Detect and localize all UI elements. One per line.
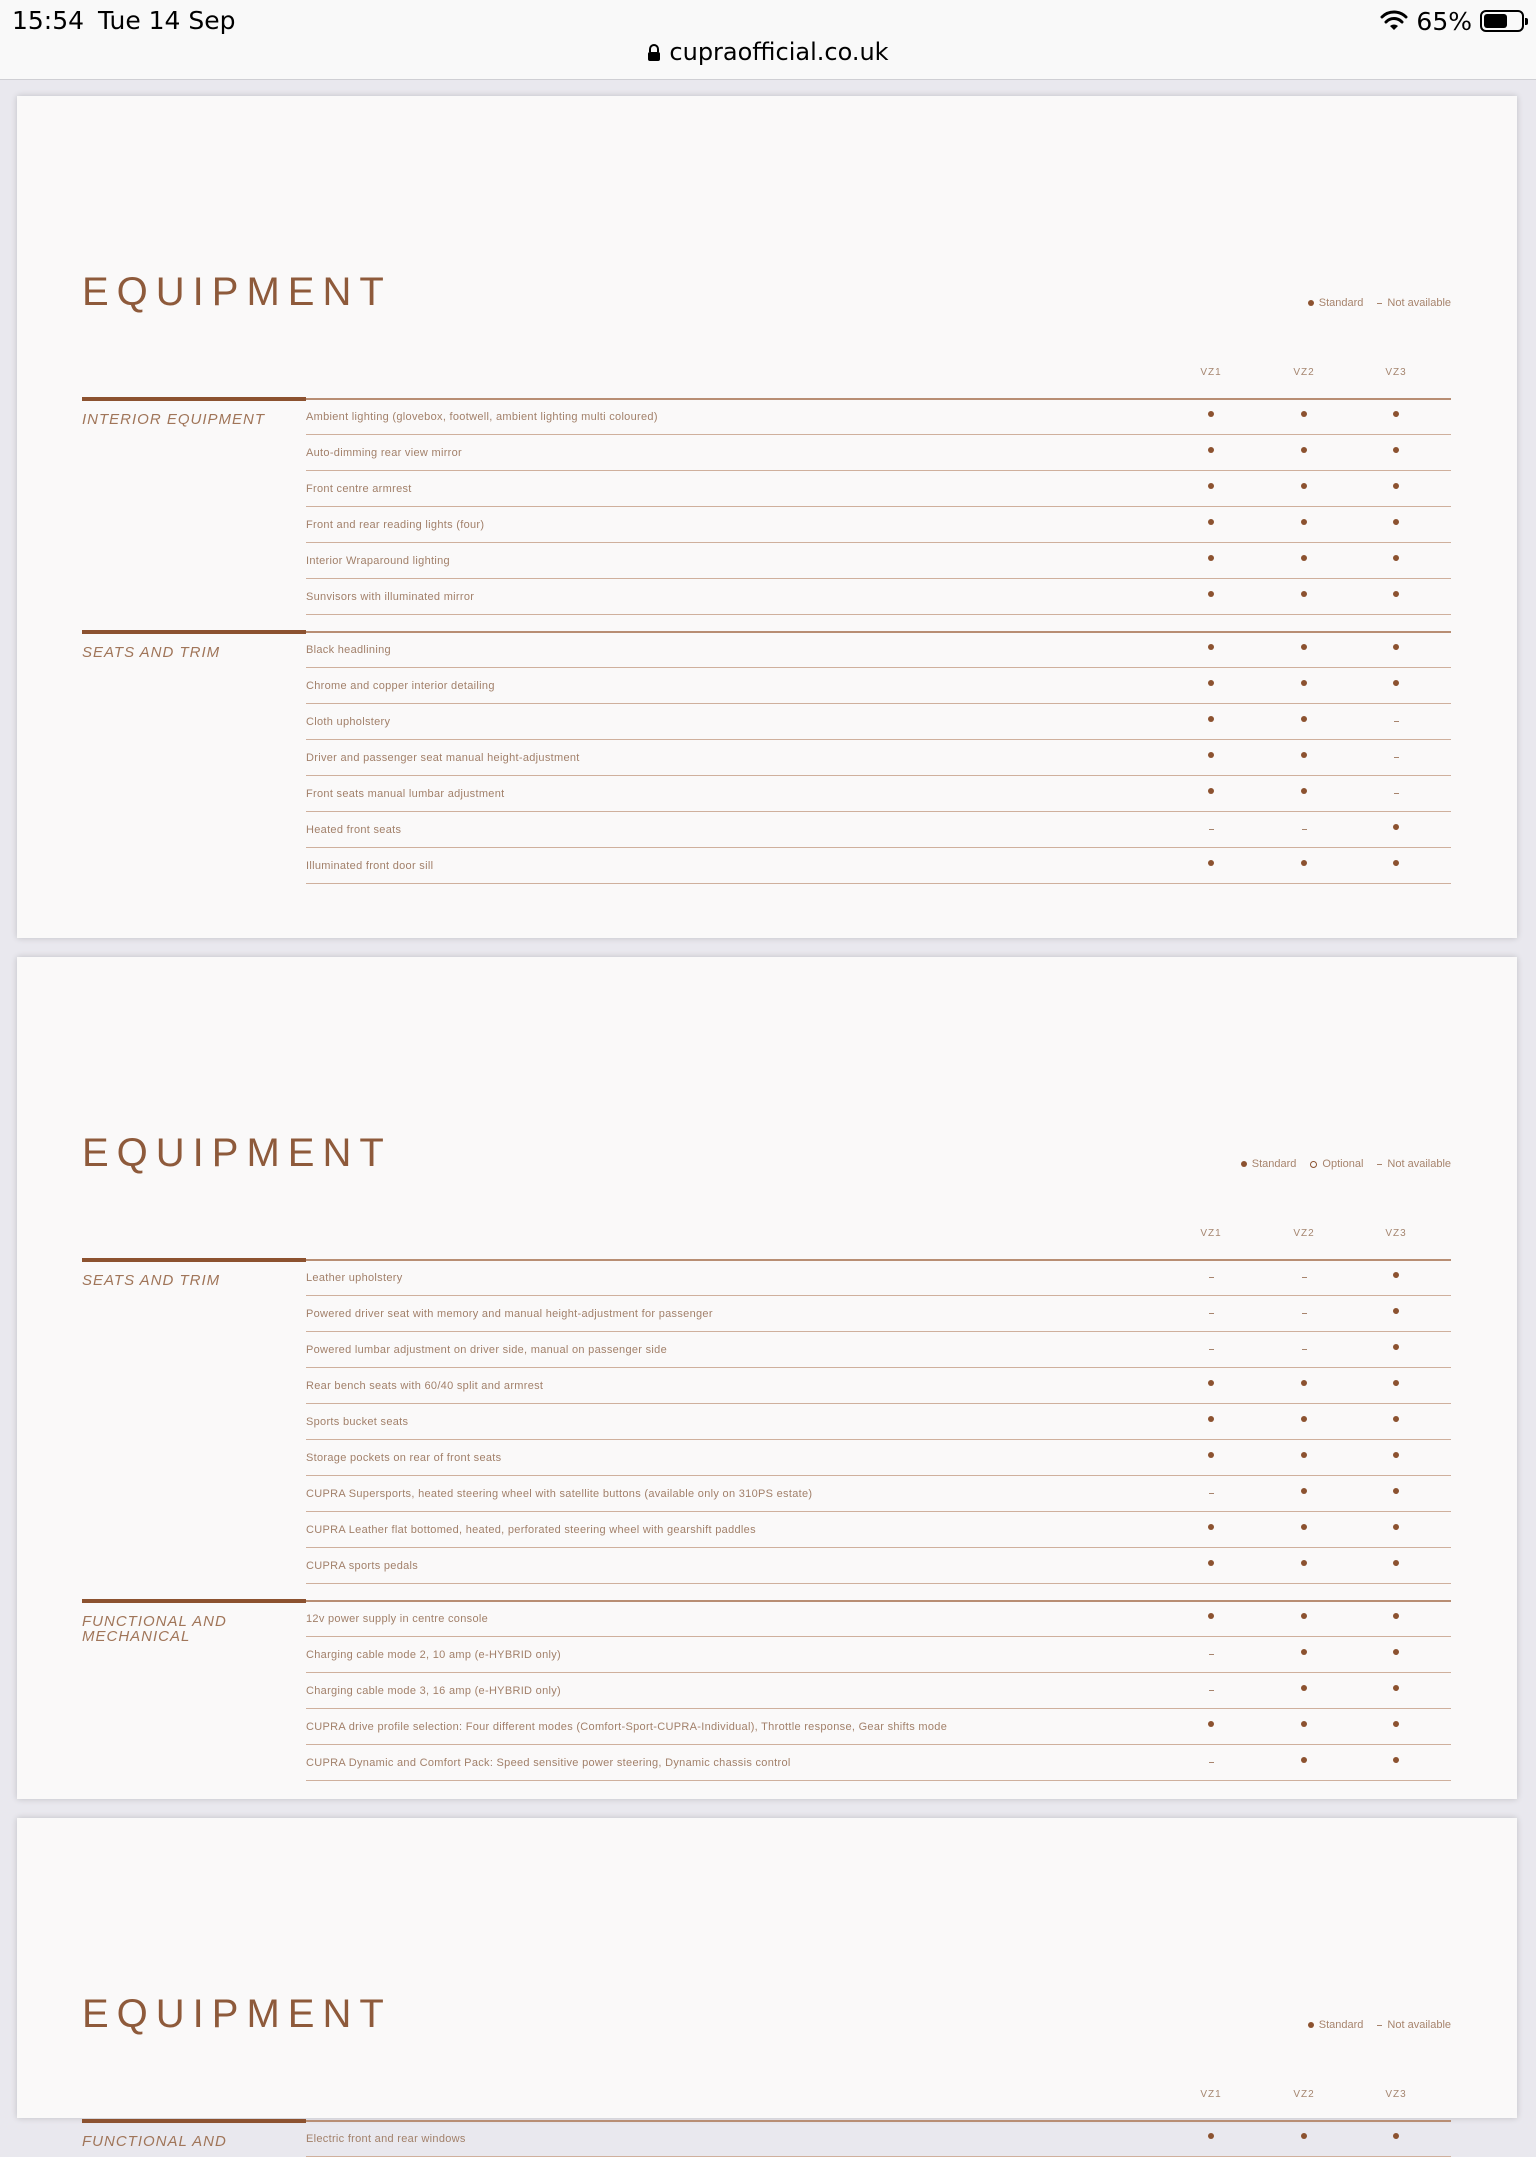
row-divider <box>306 614 1451 615</box>
availability-cell <box>1201 1558 1221 1569</box>
feature-label: Illuminated front door sill <box>306 860 434 872</box>
standard-dot-icon <box>1393 1344 1399 1350</box>
standard-dot-icon <box>1208 483 1214 489</box>
standard-dot-icon <box>1208 1416 1214 1422</box>
availability-cell <box>1201 445 1221 456</box>
section-divider <box>306 1259 1451 1261</box>
availability-cell <box>1201 1342 1221 1353</box>
availability-cell <box>1386 445 1406 456</box>
availability-cell <box>1386 678 1406 689</box>
not-available-dash-icon <box>1394 793 1399 794</box>
row-divider <box>306 1367 1451 1368</box>
legend-label: Standard <box>1318 297 1364 309</box>
column-header: VZ1 <box>1200 367 1222 378</box>
availability-cell <box>1201 517 1221 528</box>
standard-dot-icon <box>1208 1452 1214 1458</box>
standard-dot-icon <box>1393 1272 1399 1278</box>
availability-cell <box>1386 1558 1406 1569</box>
section-divider <box>306 631 1451 633</box>
standard-dot-icon <box>1393 1757 1399 1763</box>
availability-cell <box>1386 858 1406 869</box>
standard-dot-icon <box>1393 1685 1399 1691</box>
not-available-dash-icon <box>1302 1349 1307 1350</box>
feature-label: Cloth upholstery <box>306 716 391 728</box>
availability-cell <box>1201 1755 1221 1766</box>
standard-dot-icon <box>1208 716 1214 722</box>
availability-cell <box>1386 1486 1406 1497</box>
availability-cell <box>1201 1683 1221 1694</box>
standard-dot-icon <box>1393 1452 1399 1458</box>
row-divider <box>306 578 1451 579</box>
feature-label: Interior Wraparound lighting <box>306 555 450 567</box>
row-divider <box>306 1708 1451 1709</box>
legend <box>1308 297 1451 309</box>
feature-label: Charging cable mode 3, 16 amp (e-HYBRID only) <box>306 1685 561 1697</box>
feature-label: CUPRA drive profile selection: Four different modes (Comfort-Sport-CUPRA-Individual), Throttle response, Gear shifts mode <box>306 1721 948 1733</box>
standard-dot-icon <box>1301 1416 1307 1422</box>
availability-cell <box>1386 786 1406 797</box>
lock-icon <box>647 44 661 62</box>
standard-dot-icon <box>1301 680 1307 686</box>
not-available-dash-icon <box>1302 829 1307 830</box>
feature-label: CUPRA Leather flat bottomed, heated, perforated steering wheel with gearshift paddles <box>306 1524 756 1536</box>
battery-percent: 65% <box>1416 6 1472 36</box>
standard-dot-icon <box>1301 555 1307 561</box>
feature-label: Electric front and rear windows <box>306 2133 466 2145</box>
standard-dot-icon <box>1301 860 1307 866</box>
column-header: VZ3 <box>1385 1228 1407 1239</box>
not-available-dash-icon <box>1209 1690 1214 1691</box>
availability-cell <box>1386 642 1406 653</box>
standard-dot-icon <box>1208 644 1214 650</box>
standard-symbol-icon <box>1241 1161 1247 1167</box>
availability-cell <box>1294 1414 1314 1425</box>
availability-cell <box>1201 822 1221 833</box>
row-divider <box>306 703 1451 704</box>
optional-symbol-icon <box>1310 1161 1317 1168</box>
not-available-dash-icon <box>1302 1313 1307 1314</box>
standard-dot-icon <box>1301 1524 1307 1530</box>
column-header: VZ2 <box>1293 2089 1315 2100</box>
standard-dot-icon <box>1301 752 1307 758</box>
feature-label: Driver and passenger seat manual height-adjustment <box>306 752 580 764</box>
standard-dot-icon <box>1393 644 1399 650</box>
not-available-dash-icon <box>1209 1349 1214 1350</box>
availability-cell <box>1294 481 1314 492</box>
standard-dot-icon <box>1208 752 1214 758</box>
url-text: cupraofficial.co.uk <box>669 38 889 66</box>
availability-cell <box>1386 2131 1406 2142</box>
feature-label: Storage pockets on rear of front seats <box>306 1452 502 1464</box>
availability-cell <box>1201 2131 1221 2142</box>
status-icons <box>1380 6 1524 36</box>
availability-cell <box>1201 1719 1221 1730</box>
legend-label: Not available <box>1387 297 1451 309</box>
row-divider <box>306 1475 1451 1476</box>
section-accent-bar <box>82 630 306 634</box>
availability-cell <box>1294 1558 1314 1569</box>
standard-dot-icon <box>1393 1721 1399 1727</box>
standard-dot-icon <box>1208 1613 1214 1619</box>
standard-dot-icon <box>1208 788 1214 794</box>
standard-dot-icon <box>1393 519 1399 525</box>
availability-cell <box>1294 1522 1314 1533</box>
legend-label: Optional <box>1322 1158 1364 1170</box>
page-title: EQUIPMENT <box>82 1131 392 1175</box>
standard-dot-icon <box>1208 591 1214 597</box>
row-divider <box>306 847 1451 848</box>
feature-label: Sunvisors with illuminated mirror <box>306 591 475 603</box>
wifi-icon <box>1380 10 1408 32</box>
row-divider <box>306 739 1451 740</box>
row-divider <box>306 1583 1451 1584</box>
not-available-dash-icon <box>1394 721 1399 722</box>
availability-cell <box>1201 750 1221 761</box>
standard-dot-icon <box>1393 1649 1399 1655</box>
availability-cell <box>1386 1414 1406 1425</box>
standard-dot-icon <box>1393 1416 1399 1422</box>
feature-label: Black headlining <box>306 644 391 656</box>
standard-dot-icon <box>1208 1721 1214 1727</box>
standard-dot-icon <box>1301 447 1307 453</box>
availability-cell <box>1294 1755 1314 1766</box>
feature-label: Front centre armrest <box>306 483 412 495</box>
date: Tue 14 Sep <box>98 6 236 35</box>
section-divider <box>306 2120 1451 2122</box>
standard-dot-icon <box>1301 1560 1307 1566</box>
availability-cell <box>1201 1486 1221 1497</box>
availability-cell <box>1386 517 1406 528</box>
standard-dot-icon <box>1393 1488 1399 1494</box>
availability-cell <box>1386 1342 1406 1353</box>
standard-dot-icon <box>1393 680 1399 686</box>
availability-cell <box>1294 678 1314 689</box>
availability-cell <box>1386 553 1406 564</box>
availability-cell <box>1294 1450 1314 1461</box>
legend-item <box>1241 1158 1297 1170</box>
standard-dot-icon <box>1301 1757 1307 1763</box>
availability-cell <box>1294 1270 1314 1281</box>
column-header: VZ2 <box>1293 367 1315 378</box>
row-divider <box>306 434 1451 435</box>
availability-cell <box>1294 589 1314 600</box>
availability-cell <box>1294 1611 1314 1622</box>
standard-dot-icon <box>1393 411 1399 417</box>
legend-label: Not available <box>1387 2019 1451 2031</box>
section-accent-bar <box>82 1599 306 1603</box>
row-divider <box>306 883 1451 884</box>
feature-label: CUPRA sports pedals <box>306 1560 419 1572</box>
availability-cell <box>1294 445 1314 456</box>
feature-label: Rear bench seats with 60/40 split and armrest <box>306 1380 544 1392</box>
standard-symbol-icon <box>1308 300 1314 306</box>
availability-cell <box>1386 750 1406 761</box>
not-available-dash-icon <box>1209 1493 1214 1494</box>
section-divider <box>306 398 1451 400</box>
clock: 15:54 <box>12 6 85 35</box>
availability-cell <box>1294 1683 1314 1694</box>
standard-dot-icon <box>1301 591 1307 597</box>
availability-cell <box>1294 2131 1314 2142</box>
availability-cell <box>1294 786 1314 797</box>
availability-cell <box>1201 1647 1221 1658</box>
availability-cell <box>1294 750 1314 761</box>
standard-dot-icon <box>1393 483 1399 489</box>
row-divider <box>306 1636 1451 1637</box>
legend-label: Not available <box>1387 1158 1451 1170</box>
not-available-dash-icon <box>1209 1654 1214 1655</box>
row-divider <box>306 775 1451 776</box>
availability-cell <box>1294 1342 1314 1353</box>
standard-dot-icon <box>1208 2133 1214 2139</box>
page-title: EQUIPMENT <box>82 270 392 314</box>
not-available-dash-icon <box>1209 829 1214 830</box>
availability-cell <box>1201 1450 1221 1461</box>
address-bar[interactable] <box>0 38 1536 66</box>
availability-cell <box>1386 1450 1406 1461</box>
legend-item <box>1310 1158 1363 1170</box>
availability-cell <box>1294 553 1314 564</box>
availability-cell <box>1294 858 1314 869</box>
availability-cell <box>1386 1378 1406 1389</box>
standard-dot-icon <box>1301 716 1307 722</box>
row-divider <box>306 1511 1451 1512</box>
availability-cell <box>1201 589 1221 600</box>
availability-cell <box>1201 1522 1221 1533</box>
feature-label: Charging cable mode 2, 10 amp (e-HYBRID only) <box>306 1649 561 1661</box>
brochure-page <box>17 96 1517 938</box>
row-divider <box>306 811 1451 812</box>
section-accent-bar <box>82 1258 306 1262</box>
row-divider <box>306 667 1451 668</box>
standard-dot-icon <box>1301 644 1307 650</box>
row-divider <box>306 506 1451 507</box>
standard-dot-icon <box>1208 1560 1214 1566</box>
standard-dot-icon <box>1393 1524 1399 1530</box>
availability-cell <box>1386 1306 1406 1317</box>
legend-item <box>1308 2019 1364 2031</box>
availability-cell <box>1294 822 1314 833</box>
standard-dot-icon <box>1208 519 1214 525</box>
standard-dot-icon <box>1208 1380 1214 1386</box>
standard-dot-icon <box>1393 2133 1399 2139</box>
section-title: FUNCTIONAL AND <box>82 2133 227 2150</box>
availability-cell <box>1201 678 1221 689</box>
feature-label: Chrome and copper interior detailing <box>306 680 495 692</box>
feature-label: Heated front seats <box>306 824 402 836</box>
availability-cell <box>1386 1611 1406 1622</box>
availability-cell <box>1386 1522 1406 1533</box>
row-divider <box>306 542 1451 543</box>
section-title: SEATS AND TRIM <box>82 644 221 661</box>
standard-dot-icon <box>1393 1613 1399 1619</box>
standard-dot-icon <box>1208 411 1214 417</box>
row-divider <box>306 1331 1451 1332</box>
availability-cell <box>1201 1611 1221 1622</box>
legend-item <box>1377 1158 1451 1170</box>
availability-cell <box>1201 1270 1221 1281</box>
standard-dot-icon <box>1301 1452 1307 1458</box>
feature-label: CUPRA Supersports, heated steering wheel with satellite buttons (available only on 310PS estate) <box>306 1488 813 1500</box>
row-divider <box>306 1780 1451 1781</box>
availability-cell <box>1201 642 1221 653</box>
standard-dot-icon <box>1208 1524 1214 1530</box>
standard-dot-icon <box>1393 860 1399 866</box>
standard-dot-icon <box>1208 680 1214 686</box>
standard-dot-icon <box>1208 447 1214 453</box>
feature-label: 12v power supply in centre console <box>306 1613 489 1625</box>
row-divider <box>306 1403 1451 1404</box>
standard-dot-icon <box>1301 1380 1307 1386</box>
column-header: VZ3 <box>1385 2089 1407 2100</box>
not-available-dash-icon <box>1394 757 1399 758</box>
row-divider <box>306 1672 1451 1673</box>
not_available-symbol-icon <box>1377 1164 1382 1165</box>
legend <box>1241 1158 1451 1170</box>
page-title: EQUIPMENT <box>82 1992 392 2036</box>
brochure-page <box>17 957 1517 1799</box>
availability-cell <box>1201 714 1221 725</box>
availability-cell <box>1386 1270 1406 1281</box>
feature-label: CUPRA Dynamic and Comfort Pack: Speed sensitive power steering, Dynamic chassis control <box>306 1757 791 1769</box>
availability-cell <box>1386 1683 1406 1694</box>
legend-item <box>1308 297 1364 309</box>
feature-label: Leather upholstery <box>306 1272 403 1284</box>
feature-label: Auto-dimming rear view mirror <box>306 447 463 459</box>
not-available-dash-icon <box>1209 1277 1214 1278</box>
availability-cell <box>1386 1755 1406 1766</box>
standard-dot-icon <box>1393 824 1399 830</box>
not-available-dash-icon <box>1209 1313 1214 1314</box>
standard-dot-icon <box>1301 788 1307 794</box>
not-available-dash-icon <box>1302 1277 1307 1278</box>
standard-dot-icon <box>1301 1721 1307 1727</box>
standard-dot-icon <box>1301 2133 1307 2139</box>
availability-cell <box>1386 1719 1406 1730</box>
feature-label: Powered driver seat with memory and manual height-adjustment for passenger <box>306 1308 713 1320</box>
column-header: VZ3 <box>1385 367 1407 378</box>
availability-cell <box>1294 1719 1314 1730</box>
availability-cell <box>1386 589 1406 600</box>
feature-label: Sports bucket seats <box>306 1416 409 1428</box>
availability-cell <box>1201 481 1221 492</box>
availability-cell <box>1201 553 1221 564</box>
standard-dot-icon <box>1301 1649 1307 1655</box>
section-title: INTERIOR EQUIPMENT <box>82 411 266 428</box>
feature-label: Powered lumbar adjustment on driver side, manual on passenger side <box>306 1344 667 1356</box>
section-title: SEATS AND TRIM <box>82 1272 221 1289</box>
standard-dot-icon <box>1301 1685 1307 1691</box>
availability-cell <box>1386 714 1406 725</box>
row-divider <box>306 1439 1451 1440</box>
not_available-symbol-icon <box>1377 303 1382 304</box>
standard-dot-icon <box>1393 1560 1399 1566</box>
section-divider <box>306 1600 1451 1602</box>
availability-cell <box>1201 409 1221 420</box>
availability-cell <box>1201 1306 1221 1317</box>
standard-dot-icon <box>1393 1380 1399 1386</box>
section-accent-bar <box>82 397 306 401</box>
legend-item <box>1377 2019 1451 2031</box>
battery-icon <box>1480 10 1524 32</box>
column-header: VZ1 <box>1200 1228 1222 1239</box>
standard-dot-icon <box>1301 411 1307 417</box>
column-header: VZ1 <box>1200 2089 1222 2100</box>
availability-cell <box>1294 1378 1314 1389</box>
standard-dot-icon <box>1301 1613 1307 1619</box>
availability-cell <box>1201 1378 1221 1389</box>
not-available-dash-icon <box>1209 1762 1214 1763</box>
availability-cell <box>1201 1414 1221 1425</box>
standard-symbol-icon <box>1308 2022 1314 2028</box>
availability-cell <box>1201 858 1221 869</box>
row-divider <box>306 1744 1451 1745</box>
standard-dot-icon <box>1393 591 1399 597</box>
not_available-symbol-icon <box>1377 2025 1382 2026</box>
availability-cell <box>1294 642 1314 653</box>
standard-dot-icon <box>1301 519 1307 525</box>
standard-dot-icon <box>1208 860 1214 866</box>
availability-cell <box>1294 517 1314 528</box>
legend-label: Standard <box>1251 1158 1297 1170</box>
availability-cell <box>1294 409 1314 420</box>
availability-cell <box>1294 1306 1314 1317</box>
availability-cell <box>1386 822 1406 833</box>
availability-cell <box>1294 1647 1314 1658</box>
row-divider <box>306 1295 1451 1296</box>
feature-label: Front seats manual lumbar adjustment <box>306 788 505 800</box>
feature-label: Ambient lighting (glovebox, footwell, ambient lighting multi coloured) <box>306 411 658 423</box>
standard-dot-icon <box>1393 555 1399 561</box>
availability-cell <box>1201 786 1221 797</box>
legend <box>1308 2019 1451 2031</box>
status-bar <box>0 0 1536 80</box>
availability-cell <box>1386 481 1406 492</box>
standard-dot-icon <box>1208 555 1214 561</box>
brochure-page <box>17 1818 1517 2150</box>
standard-dot-icon <box>1301 1488 1307 1494</box>
standard-dot-icon <box>1393 1308 1399 1314</box>
availability-cell <box>1294 1486 1314 1497</box>
standard-dot-icon <box>1393 447 1399 453</box>
column-header: VZ2 <box>1293 1228 1315 1239</box>
availability-cell <box>1386 1647 1406 1658</box>
feature-label: Front and rear reading lights (four) <box>306 519 485 531</box>
availability-cell <box>1386 409 1406 420</box>
legend-label: Standard <box>1318 2019 1364 2031</box>
availability-cell <box>1294 714 1314 725</box>
row-divider <box>306 470 1451 471</box>
row-divider <box>306 1547 1451 1548</box>
legend-item <box>1377 297 1451 309</box>
section-accent-bar <box>82 2119 306 2123</box>
standard-dot-icon <box>1301 483 1307 489</box>
section-title: FUNCTIONAL AND MECHANICAL <box>82 1613 227 1645</box>
